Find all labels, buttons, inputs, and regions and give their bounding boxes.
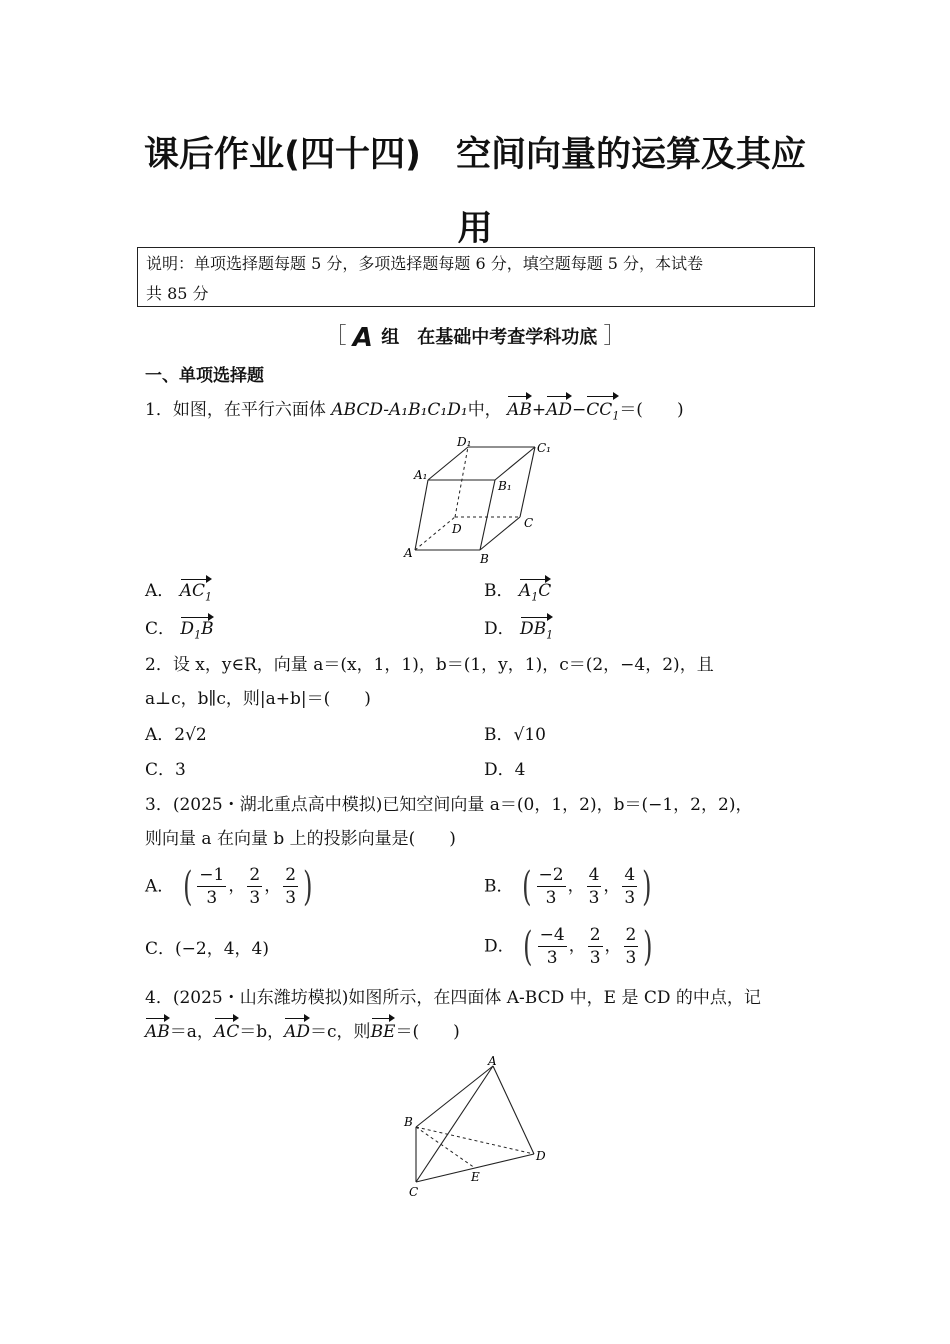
- label-c: C: [409, 1185, 419, 1199]
- fraction: [537, 864, 566, 909]
- instructions-line-2: 共 85 分: [146, 284, 209, 303]
- label-a: A: [404, 546, 413, 560]
- q3-option-c-value: (−2，4，4): [175, 939, 269, 959]
- q2-line-2: a⊥c，b∥c，则|a+b|＝( ): [145, 689, 371, 709]
- label-d1: D₁: [457, 435, 472, 449]
- q4-text: ＝c，则: [310, 1022, 371, 1042]
- q2-option-c-label: C．: [145, 760, 176, 780]
- close-paren: ): [303, 863, 313, 910]
- q3-option-b[interactable]: B． ( $\frac{-2}{3}$ ， $\frac{4}{3}$ ， $\frac{4}{3}$ ): [484, 863, 652, 910]
- q1-vector-ad: AD: [546, 393, 572, 427]
- q1-vector-cc1: $CC_1$: [586, 393, 619, 433]
- q3-option-a[interactable]: A． ( $\frac{-1}{3}$ ， $\frac{2}{3}$ ， $\frac{2}{3}$ ): [145, 863, 313, 910]
- q4-tetrahedron-figure: [398, 1052, 558, 1202]
- numerator: 2: [249, 865, 261, 885]
- denominator: 3: [545, 888, 557, 908]
- question-3: [145, 788, 752, 856]
- q2-option-a-value: 2√2: [174, 725, 207, 745]
- q2-number: 2．: [145, 655, 173, 675]
- fraction: [247, 864, 262, 909]
- q2-option-c[interactable]: [145, 755, 186, 785]
- label-b1: B₁: [498, 479, 512, 493]
- q1-text-after: ＝( ): [619, 400, 684, 420]
- numerator: 2: [589, 925, 601, 945]
- q1-option-a-label: A．: [145, 581, 175, 601]
- fraction: [587, 864, 602, 909]
- numerator: −4: [539, 925, 565, 945]
- q1-parallelepiped-figure: [400, 432, 560, 567]
- group-label: 组 在基础中考查学科功底: [381, 327, 598, 348]
- q1-text-mid: 中，: [467, 400, 502, 420]
- q3-option-c[interactable]: [145, 934, 269, 964]
- q2-option-a-label: A．: [145, 725, 175, 745]
- close-paren: ): [642, 863, 652, 910]
- denominator: 3: [546, 948, 558, 968]
- q1-number: 1．: [145, 400, 173, 420]
- denominator: 3: [624, 888, 636, 908]
- numerator: 4: [624, 865, 636, 885]
- q2-line-1: 设 x，y∈R，向量 a＝(x，1，1)，b＝(1，y，1)，c＝(2，−4，2)，且: [172, 655, 714, 675]
- label-a1: A₁: [414, 468, 428, 482]
- denominator: 3: [285, 888, 297, 908]
- numerator: 4: [588, 865, 600, 885]
- q1-text-before: 如图，在平行六面体: [172, 400, 326, 420]
- q1-option-a-vector: $AC_1$: [180, 576, 212, 612]
- open-paren: (: [523, 923, 533, 970]
- denominator: 3: [589, 948, 601, 968]
- numerator: −2: [538, 865, 564, 885]
- fraction: [624, 924, 639, 969]
- fraction: [197, 864, 226, 909]
- q1-option-d-label: D．: [484, 619, 515, 639]
- section-heading: 一、单项选择题: [145, 366, 264, 386]
- q2-option-c-value: 3: [175, 760, 186, 780]
- q3-option-b-label: B．: [484, 876, 514, 897]
- q4-text: ＝( ): [395, 1022, 460, 1042]
- label-d: D: [452, 522, 462, 536]
- open-paren: (: [522, 863, 532, 910]
- q4-vector-ac: AC: [214, 1015, 239, 1049]
- q4-line-1: (2025・山东潍坊模拟)如图所示，在四面体 A-BCD 中，E 是 CD 的中点，记: [172, 988, 761, 1008]
- title-line-2: 用: [457, 209, 493, 249]
- label-a: A: [488, 1054, 497, 1068]
- question-1: 1．如图，在平行六面体 ABCD-A₁B₁C₁D₁中， $AB+AD-CC_1=$( ): [145, 393, 684, 433]
- q1-option-c-vector: $D_1B$: [180, 614, 213, 650]
- left-bracket: ［: [324, 324, 347, 349]
- q2-option-d-label: D．: [484, 760, 515, 780]
- q4-vector-be: BE: [371, 1015, 396, 1049]
- q1-option-a[interactable]: [145, 576, 212, 612]
- q4-vector-ad: AD: [284, 1015, 310, 1049]
- denominator: 3: [206, 888, 218, 908]
- q1-option-b-vector: $A_1C$: [519, 576, 551, 612]
- label-b: B: [404, 1115, 413, 1129]
- q4-line-2: [145, 1015, 761, 1049]
- q3-number: 3．: [145, 795, 173, 815]
- q3-option-c-label: C．: [145, 939, 176, 959]
- q1-solid: ABCD-A₁B₁C₁D₁: [331, 400, 468, 420]
- q1-option-d[interactable]: [484, 614, 553, 650]
- label-c1: C₁: [537, 441, 551, 455]
- denominator: 3: [588, 888, 600, 908]
- q1-option-b-label: B．: [484, 581, 514, 601]
- label-b: B: [480, 552, 489, 566]
- q2-option-d-value: 4: [514, 760, 526, 780]
- title-line-1: 课后作业(四十四) 空间向量的运算及其应: [144, 135, 806, 175]
- label-d: D: [536, 1149, 546, 1163]
- label-e: E: [471, 1170, 480, 1184]
- q3-line-2: 则向量 a 在向量 b 上的投影向量是( ): [145, 829, 456, 849]
- question-2: [145, 648, 714, 716]
- q1-vector-ab: AB: [507, 393, 532, 427]
- q1-option-b[interactable]: [484, 576, 551, 612]
- fraction: [588, 924, 603, 969]
- q2-option-b-value: √10: [513, 725, 546, 745]
- q4-text: ＝b，: [239, 1022, 285, 1042]
- q4-text: ＝a，: [169, 1022, 214, 1042]
- q2-option-a[interactable]: [145, 720, 207, 750]
- denominator: 3: [249, 888, 261, 908]
- q1-option-c[interactable]: [145, 614, 214, 650]
- q2-option-b-label: B．: [484, 725, 514, 745]
- denominator: 3: [625, 948, 637, 968]
- instructions-box: [137, 247, 815, 307]
- page-title: [140, 118, 810, 266]
- fraction: [283, 864, 298, 909]
- q4-number: 4．: [145, 988, 173, 1008]
- instructions-line-1: 说明：单项选择题每题 5 分，多项选择题每题 6 分，填空题每题 5 分，本试卷: [146, 254, 704, 273]
- close-paren: ): [643, 923, 653, 970]
- label-c: C: [524, 516, 534, 530]
- group-heading: [0, 322, 950, 353]
- group-badge: A: [352, 323, 373, 353]
- q2-option-b[interactable]: [484, 720, 546, 750]
- q1-option-c-label: C．: [145, 619, 176, 639]
- q4-vector-ab: AB: [145, 1015, 170, 1049]
- q2-option-d[interactable]: [484, 755, 525, 785]
- numerator: −1: [199, 865, 225, 885]
- q1-option-d-vector: $DB_1$: [520, 614, 553, 650]
- q3-option-a-label: A．: [145, 876, 175, 897]
- q3-option-d[interactable]: D． ( $\frac{-4}{3}$ ， $\frac{2}{3}$ ， $\frac{2}{3}$ ): [484, 923, 653, 970]
- numerator: 2: [285, 865, 297, 885]
- numerator: 2: [625, 925, 637, 945]
- open-paren: (: [182, 863, 193, 910]
- q3-line-1: (2025・湖北重点高中模拟)已知空间向量 a＝(0，1，2)，b＝(−1，2，2)，: [172, 795, 753, 815]
- q3-option-d-label: D．: [484, 936, 515, 957]
- fraction: [622, 864, 637, 909]
- right-bracket: ］: [603, 324, 626, 349]
- fraction: [538, 924, 567, 969]
- question-4: [145, 981, 761, 1049]
